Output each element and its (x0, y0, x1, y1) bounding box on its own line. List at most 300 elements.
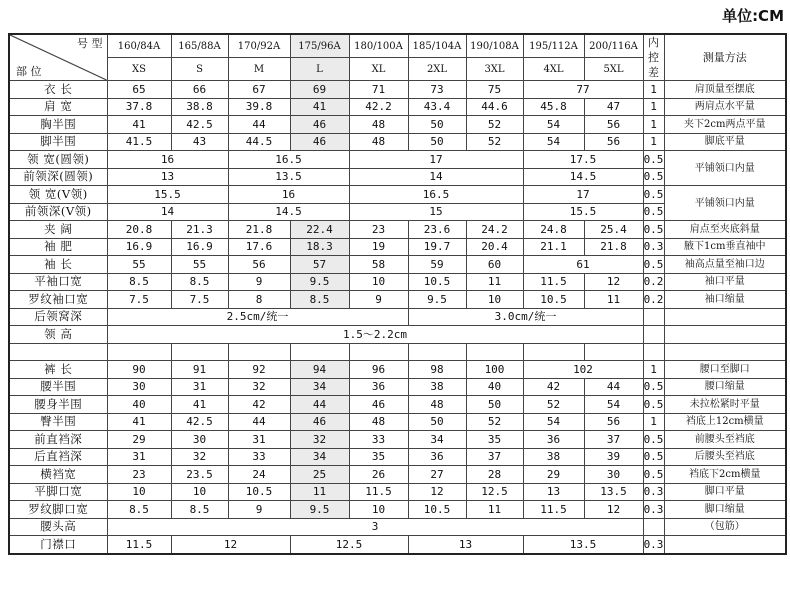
measurement-cell: 50 (408, 413, 466, 431)
measurement-cell: 92 (228, 361, 290, 379)
measurement-cell: 24.8 (523, 221, 584, 239)
part-name-cell: 平脚口宽 (9, 483, 107, 501)
measurement-cell: 28 (466, 466, 523, 484)
measurement-cell: 32 (228, 378, 290, 396)
measurement-cell: 44 (228, 413, 290, 431)
measurement-cell: 12 (171, 536, 290, 554)
measurement-cell: 7.5 (107, 291, 171, 309)
measurement-cell: 37 (584, 431, 643, 449)
method-cell: 肩点至夹底斜量 (664, 221, 786, 239)
measurement-cell: 8.5 (290, 291, 349, 309)
measurement-cell: 46 (349, 396, 408, 414)
measurement-cell: 35 (349, 448, 408, 466)
measurement-cell: 13 (107, 168, 228, 186)
measurement-cell: 9 (349, 291, 408, 309)
measurement-cell: 10 (349, 273, 408, 291)
method-cell: 袖高点量至袖口边 (664, 256, 786, 274)
measurement-cell: 50 (466, 396, 523, 414)
table-row (9, 483, 786, 501)
separator-row (9, 343, 786, 361)
measurement-cell: 14 (349, 168, 523, 186)
measurement-cell: 10 (107, 483, 171, 501)
size-spec-cell: 170/92A (228, 34, 290, 58)
tolerance-cell: 0.5 (643, 203, 664, 221)
unit-label: 单位:CM (722, 7, 784, 25)
header-corner-cell (9, 34, 107, 81)
measurement-cell: 30 (584, 466, 643, 484)
corner-label-size: 号 型 (77, 37, 103, 50)
empty-cell (664, 343, 786, 361)
measurement-cell: 16.5 (349, 186, 523, 204)
measurement-cell: 14 (107, 203, 228, 221)
measurement-cell: 3 (107, 518, 643, 536)
measurement-cell: 22.4 (290, 221, 349, 239)
tolerance-cell: 0.2 (643, 291, 664, 309)
measurement-cell: 34 (408, 431, 466, 449)
measurement-cell: 23 (349, 221, 408, 239)
measurement-cell: 33 (228, 448, 290, 466)
measurement-cell: 75 (466, 81, 523, 99)
size-spec-cell: 180/100A (349, 34, 408, 58)
method-cell (664, 536, 786, 554)
measurement-cell: 15.5 (523, 203, 643, 221)
table-row (9, 221, 786, 239)
method-cell: 未拉松紧时平量 (664, 396, 786, 414)
measurement-cell: 46 (290, 413, 349, 431)
measurement-cell: 24 (228, 466, 290, 484)
measurement-cell: 42.5 (171, 413, 228, 431)
measurement-cell: 56 (584, 133, 643, 151)
method-cell (664, 308, 786, 326)
tolerance-header: 内控差 (643, 34, 664, 81)
method-cell: （包筋） (664, 518, 786, 536)
measurement-cell: 17.6 (228, 238, 290, 256)
measurement-cell: 77 (523, 81, 643, 99)
table-row (9, 518, 786, 536)
method-cell (664, 326, 786, 344)
measurement-cell: 40 (466, 378, 523, 396)
measurement-cell: 44 (228, 116, 290, 134)
empty-cell (349, 343, 408, 361)
measurement-cell: 56 (584, 413, 643, 431)
empty-cell (9, 343, 107, 361)
measurement-cell: 48 (349, 133, 408, 151)
table-row (9, 98, 786, 116)
measurement-cell: 47 (584, 98, 643, 116)
tolerance-cell: 0.5 (643, 378, 664, 396)
measurement-cell: 24.2 (466, 221, 523, 239)
measurement-cell: 36 (523, 431, 584, 449)
method-cell: 裆底下2cm横量 (664, 466, 786, 484)
tolerance-cell: 1 (643, 361, 664, 379)
measurement-cell: 29 (107, 431, 171, 449)
measurement-cell: 41 (107, 116, 171, 134)
part-name-cell: 前领深(V领) (9, 203, 107, 221)
measurement-cell: 98 (408, 361, 466, 379)
part-name-cell: 后领窝深 (9, 308, 107, 326)
method-cell: 后腰头至裆底 (664, 448, 786, 466)
method-cell: 前腰头至裆底 (664, 431, 786, 449)
size-code-cell: XS (107, 58, 171, 81)
tolerance-cell: 0.5 (643, 431, 664, 449)
measurement-cell: 50 (408, 133, 466, 151)
measurement-cell: 96 (349, 361, 408, 379)
measurement-cell: 60 (466, 256, 523, 274)
measurement-cell: 67 (228, 81, 290, 99)
measurement-cell: 11 (290, 483, 349, 501)
empty-cell (107, 343, 171, 361)
measurement-cell: 55 (171, 256, 228, 274)
measurement-cell: 13.5 (584, 483, 643, 501)
measurement-cell: 54 (523, 116, 584, 134)
measurement-cell: 10.5 (408, 273, 466, 291)
tolerance-cell: 0.3 (643, 483, 664, 501)
part-name-cell: 后直裆深 (9, 448, 107, 466)
measurement-cell: 21.8 (584, 238, 643, 256)
table-row (9, 536, 786, 554)
measurement-cell: 21.8 (228, 221, 290, 239)
measurement-cell: 1.5～2.2cm (107, 326, 643, 344)
measurement-cell: 30 (171, 431, 228, 449)
measurement-cell: 41 (290, 98, 349, 116)
measurement-cell: 54 (584, 396, 643, 414)
measurement-cell: 25 (290, 466, 349, 484)
table-row (9, 151, 786, 169)
measurement-cell: 46 (290, 133, 349, 151)
tolerance-cell: 0.5 (643, 256, 664, 274)
tolerance-cell: 1 (643, 98, 664, 116)
measurement-cell: 57 (290, 256, 349, 274)
tolerance-cell: 0.3 (643, 501, 664, 519)
part-name-cell: 平袖口宽 (9, 273, 107, 291)
measurement-cell: 26 (349, 466, 408, 484)
measurement-cell: 36 (349, 378, 408, 396)
table-row (9, 378, 786, 396)
tolerance-cell: 0.5 (643, 466, 664, 484)
table-row (9, 396, 786, 414)
method-header: 测量方法 (664, 34, 786, 81)
tolerance-cell (643, 518, 664, 536)
size-code-cell: M (228, 58, 290, 81)
measurement-cell: 73 (408, 81, 466, 99)
measurement-cell: 11 (584, 291, 643, 309)
tolerance-cell: 1 (643, 133, 664, 151)
part-name-cell: 罗纹脚口宽 (9, 501, 107, 519)
measurement-cell: 39 (584, 448, 643, 466)
measurement-cell: 3.0cm/统一 (408, 308, 643, 326)
measurement-cell: 66 (171, 81, 228, 99)
measurement-cell: 11.5 (523, 501, 584, 519)
measurement-cell: 41.5 (107, 133, 171, 151)
measurement-cell: 23.5 (171, 466, 228, 484)
empty-cell (466, 343, 523, 361)
size-spec-cell: 200/116A (584, 34, 643, 58)
table-row (9, 361, 786, 379)
measurement-cell: 29 (523, 466, 584, 484)
measurement-cell: 30 (107, 378, 171, 396)
measurement-cell: 46 (290, 116, 349, 134)
part-name-cell: 脚半围 (9, 133, 107, 151)
measurement-cell: 23.6 (408, 221, 466, 239)
measurement-cell: 16.5 (228, 151, 349, 169)
part-name-cell: 袖 长 (9, 256, 107, 274)
size-code-cell: 5XL (584, 58, 643, 81)
measurement-cell: 11 (466, 501, 523, 519)
tolerance-cell: 0.5 (643, 396, 664, 414)
measurement-cell: 31 (107, 448, 171, 466)
method-cell: 平铺领口内量 (664, 186, 786, 221)
measurement-cell: 44 (290, 396, 349, 414)
measurement-cell: 19.7 (408, 238, 466, 256)
measurement-cell: 71 (349, 81, 408, 99)
size-code-cell: 2XL (408, 58, 466, 81)
measurement-cell: 48 (349, 413, 408, 431)
measurement-cell: 43 (171, 133, 228, 151)
size-code-cell: L (290, 58, 349, 81)
part-name-cell: 领 宽(V领) (9, 186, 107, 204)
tolerance-cell: 0.5 (643, 151, 664, 169)
table-row (9, 448, 786, 466)
measurement-cell: 19 (349, 238, 408, 256)
part-name-cell: 腰身半围 (9, 396, 107, 414)
measurement-cell: 91 (171, 361, 228, 379)
table-row (9, 116, 786, 134)
table-row (9, 81, 786, 99)
method-cell: 袖口缩量 (664, 291, 786, 309)
measurement-cell: 12 (584, 273, 643, 291)
size-spec-table (8, 33, 787, 555)
measurement-cell: 8 (228, 291, 290, 309)
empty-cell (171, 343, 228, 361)
measurement-cell: 90 (107, 361, 171, 379)
measurement-cell: 17 (523, 186, 643, 204)
empty-cell (584, 343, 643, 361)
part-name-cell: 衣 长 (9, 81, 107, 99)
table-row (9, 186, 786, 204)
measurement-cell: 48 (408, 396, 466, 414)
tolerance-cell: 1 (643, 81, 664, 99)
measurement-cell: 36 (408, 448, 466, 466)
measurement-cell: 13.5 (228, 168, 349, 186)
measurement-cell: 21.3 (171, 221, 228, 239)
measurement-cell: 52 (466, 133, 523, 151)
measurement-cell: 9.5 (290, 501, 349, 519)
measurement-cell: 9 (228, 273, 290, 291)
part-name-cell: 袖 肥 (9, 238, 107, 256)
method-cell: 脚底平量 (664, 133, 786, 151)
measurement-cell: 16.9 (107, 238, 171, 256)
measurement-cell: 45.8 (523, 98, 584, 116)
tolerance-cell: 0.5 (643, 168, 664, 186)
tolerance-cell: 1 (643, 413, 664, 431)
measurement-cell: 38 (408, 378, 466, 396)
measurement-cell: 33 (349, 431, 408, 449)
measurement-cell: 8.5 (107, 501, 171, 519)
measurement-cell: 2.5cm/统一 (107, 308, 408, 326)
measurement-cell: 40 (107, 396, 171, 414)
measurement-cell: 12 (408, 483, 466, 501)
measurement-cell: 52 (466, 116, 523, 134)
size-code-cell: 3XL (466, 58, 523, 81)
measurement-cell: 94 (290, 361, 349, 379)
table-row (9, 501, 786, 519)
table-row (9, 291, 786, 309)
measurement-cell: 10 (171, 483, 228, 501)
measurement-cell: 12.5 (290, 536, 408, 554)
measurement-cell: 13 (523, 483, 584, 501)
tolerance-cell: 1 (643, 116, 664, 134)
part-name-cell: 前领深(圆领) (9, 168, 107, 186)
measurement-cell: 8.5 (171, 273, 228, 291)
header-row-spec (9, 34, 786, 58)
measurement-cell: 61 (523, 256, 643, 274)
part-name-cell: 门襟口 (9, 536, 107, 554)
measurement-cell: 100 (466, 361, 523, 379)
measurement-cell: 14.5 (228, 203, 349, 221)
method-cell: 脚口平量 (664, 483, 786, 501)
empty-cell (228, 343, 290, 361)
method-cell: 肩顶量至摆底 (664, 81, 786, 99)
measurement-cell: 42.5 (171, 116, 228, 134)
table-row (9, 133, 786, 151)
empty-cell (408, 343, 466, 361)
measurement-cell: 56 (228, 256, 290, 274)
measurement-cell: 13 (408, 536, 523, 554)
part-name-cell: 罗纹袖口宽 (9, 291, 107, 309)
size-spec-cell: 190/108A (466, 34, 523, 58)
measurement-cell: 15.5 (107, 186, 228, 204)
measurement-cell: 44.6 (466, 98, 523, 116)
measurement-cell: 16.9 (171, 238, 228, 256)
measurement-cell: 14.5 (523, 168, 643, 186)
part-name-cell: 领 高 (9, 326, 107, 344)
measurement-cell: 16 (107, 151, 228, 169)
method-cell: 裆底上12cm横量 (664, 413, 786, 431)
measurement-cell: 17.5 (523, 151, 643, 169)
table-row (9, 431, 786, 449)
table-row (9, 273, 786, 291)
size-spec-cell: 195/112A (523, 34, 584, 58)
measurement-cell: 27 (408, 466, 466, 484)
measurement-cell: 43.4 (408, 98, 466, 116)
part-name-cell: 臀半围 (9, 413, 107, 431)
measurement-cell: 10 (349, 501, 408, 519)
part-name-cell: 领 宽(圆领) (9, 151, 107, 169)
part-name-cell: 裤 长 (9, 361, 107, 379)
measurement-cell: 15 (349, 203, 523, 221)
part-name-cell: 肩 宽 (9, 98, 107, 116)
empty-cell (523, 343, 584, 361)
method-cell: 两肩点水平量 (664, 98, 786, 116)
measurement-cell: 38 (523, 448, 584, 466)
measurement-cell: 31 (171, 378, 228, 396)
table-row (9, 466, 786, 484)
part-name-cell: 夹 阔 (9, 221, 107, 239)
measurement-cell: 42.2 (349, 98, 408, 116)
measurement-cell: 52 (523, 396, 584, 414)
measurement-cell: 11.5 (523, 273, 584, 291)
measurement-cell: 41 (171, 396, 228, 414)
measurement-cell: 55 (107, 256, 171, 274)
measurement-cell: 69 (290, 81, 349, 99)
measurement-cell: 31 (228, 431, 290, 449)
measurement-cell: 65 (107, 81, 171, 99)
method-cell: 腰口至脚口 (664, 361, 786, 379)
measurement-cell: 13.5 (523, 536, 643, 554)
measurement-cell: 17 (349, 151, 523, 169)
measurement-cell: 21.1 (523, 238, 584, 256)
part-name-cell: 横裆宽 (9, 466, 107, 484)
measurement-cell: 20.4 (466, 238, 523, 256)
measurement-cell: 34 (290, 448, 349, 466)
measurement-cell: 37.8 (107, 98, 171, 116)
tolerance-cell (643, 308, 664, 326)
measurement-cell: 32 (171, 448, 228, 466)
table-row (9, 413, 786, 431)
measurement-cell: 8.5 (171, 501, 228, 519)
measurement-cell: 58 (349, 256, 408, 274)
measurement-cell: 12.5 (466, 483, 523, 501)
table-row (9, 308, 786, 326)
measurement-cell: 11.5 (107, 536, 171, 554)
measurement-cell: 38.8 (171, 98, 228, 116)
method-cell: 腰口缩量 (664, 378, 786, 396)
size-spec-cell: 160/84A (107, 34, 171, 58)
size-spec-cell: 185/104A (408, 34, 466, 58)
tolerance-cell: 0.3 (643, 238, 664, 256)
tolerance-cell: 0.3 (643, 536, 664, 554)
measurement-cell: 7.5 (171, 291, 228, 309)
size-code-cell: 4XL (523, 58, 584, 81)
empty-cell (643, 343, 664, 361)
measurement-cell: 8.5 (107, 273, 171, 291)
measurement-cell: 42 (228, 396, 290, 414)
measurement-cell: 52 (466, 413, 523, 431)
measurement-cell: 54 (523, 133, 584, 151)
part-name-cell: 胸半围 (9, 116, 107, 134)
tolerance-cell (643, 326, 664, 344)
measurement-cell: 20.8 (107, 221, 171, 239)
measurement-cell: 56 (584, 116, 643, 134)
measurement-cell: 16 (228, 186, 349, 204)
measurement-cell: 10 (466, 291, 523, 309)
tolerance-cell: 0.2 (643, 273, 664, 291)
part-name-cell: 前直裆深 (9, 431, 107, 449)
measurement-cell: 9 (228, 501, 290, 519)
measurement-cell: 59 (408, 256, 466, 274)
measurement-cell: 50 (408, 116, 466, 134)
part-name-cell: 腰半围 (9, 378, 107, 396)
method-cell: 脚口缩量 (664, 501, 786, 519)
tolerance-cell: 0.5 (643, 186, 664, 204)
measurement-cell: 48 (349, 116, 408, 134)
method-cell: 夹下2cm两点平量 (664, 116, 786, 134)
measurement-cell: 44 (584, 378, 643, 396)
size-code-cell: S (171, 58, 228, 81)
size-code-cell: XL (349, 58, 408, 81)
measurement-cell: 11 (466, 273, 523, 291)
size-spec-cell: 175/96A (290, 34, 349, 58)
measurement-cell: 11.5 (349, 483, 408, 501)
table-row (9, 326, 786, 344)
measurement-cell: 44.5 (228, 133, 290, 151)
measurement-cell: 10.5 (523, 291, 584, 309)
measurement-cell: 9.5 (290, 273, 349, 291)
table-row (9, 238, 786, 256)
method-cell: 平铺领口内量 (664, 151, 786, 186)
measurement-cell: 10.5 (408, 501, 466, 519)
measurement-cell: 41 (107, 413, 171, 431)
